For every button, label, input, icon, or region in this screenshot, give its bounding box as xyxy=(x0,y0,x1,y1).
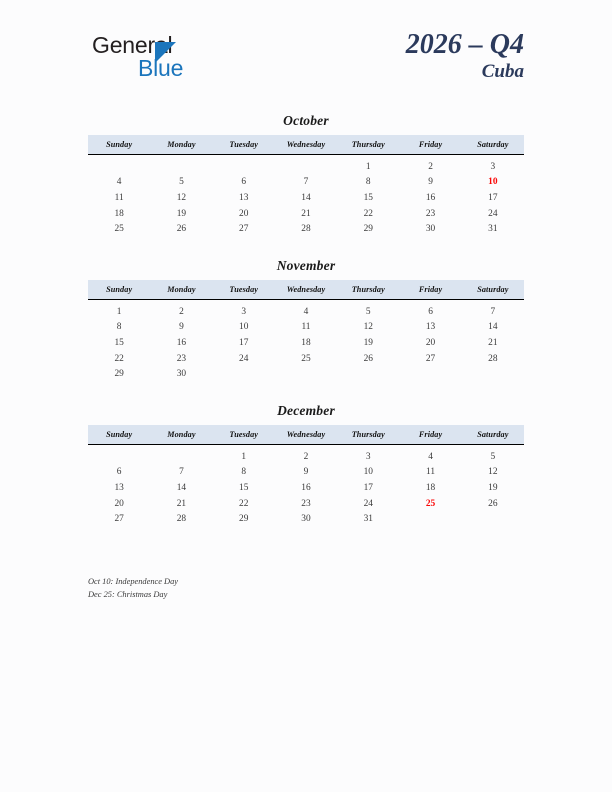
day-cell[interactable]: 2 xyxy=(303,451,309,462)
day-cell[interactable]: 31 xyxy=(488,224,498,235)
day-cell[interactable]: 2 xyxy=(179,306,184,317)
day-cell[interactable]: 22 xyxy=(239,498,249,509)
week-row xyxy=(88,496,524,512)
day-cell[interactable]: 11 xyxy=(426,467,436,478)
day-cell[interactable]: 28 xyxy=(301,224,311,235)
month-title: October xyxy=(283,113,329,128)
month-title: December xyxy=(277,402,335,418)
weekday-header-sunday: Sunday xyxy=(88,425,150,445)
day-cell[interactable]: 9 xyxy=(179,322,184,333)
day-cell[interactable]: 23 xyxy=(425,208,436,219)
weekday-header-monday: Monday xyxy=(150,135,212,155)
day-cell[interactable]: 5 xyxy=(490,451,496,462)
week-row xyxy=(88,465,524,481)
day-cell[interactable]: 3 xyxy=(365,451,371,462)
page-subtitle-country: Cuba xyxy=(481,61,524,83)
day-cell[interactable]: 13 xyxy=(114,482,124,493)
day-cell[interactable]: 30 xyxy=(425,224,436,235)
day-cell[interactable]: 18 xyxy=(301,337,311,348)
page-header xyxy=(88,30,524,96)
day-cell[interactable]: 20 xyxy=(114,498,124,509)
day-cell[interactable]: 26 xyxy=(363,353,373,364)
holiday-legend xyxy=(88,575,488,601)
day-cell[interactable]: 29 xyxy=(239,514,249,525)
day-cell[interactable]: 10 xyxy=(239,322,249,333)
calendar-months xyxy=(88,113,524,548)
brand-name-blue: Blue xyxy=(138,55,184,81)
day-cell[interactable]: 31 xyxy=(363,514,373,525)
day-cell[interactable]: 16 xyxy=(425,192,436,203)
day-cell-empty xyxy=(275,155,337,175)
day-cell[interactable]: 11 xyxy=(301,322,311,333)
month-grid xyxy=(88,425,524,527)
day-cell-empty xyxy=(399,366,461,382)
weekday-header-thursday: Thursday xyxy=(337,280,399,300)
week-row xyxy=(88,155,524,175)
week-row xyxy=(88,335,524,351)
day-cell[interactable]: 18 xyxy=(425,482,436,493)
day-cell[interactable]: 15 xyxy=(114,337,124,348)
day-cell[interactable]: 8 xyxy=(241,467,247,478)
day-cell[interactable]: 25 xyxy=(301,353,311,364)
title-block xyxy=(406,30,524,83)
day-cell[interactable]: 23 xyxy=(176,353,187,364)
day-cell[interactable]: 8 xyxy=(365,177,371,188)
day-cell[interactable]: 7 xyxy=(303,177,309,188)
weekday-header-monday: Monday xyxy=(150,280,212,300)
month-title: November xyxy=(276,257,336,273)
day-cell[interactable]: 22 xyxy=(114,353,124,364)
week-row xyxy=(88,444,524,464)
day-cell[interactable]: 19 xyxy=(176,208,187,219)
day-cell[interactable]: 16 xyxy=(301,482,311,493)
day-cell[interactable]: 3 xyxy=(490,161,496,172)
day-cell[interactable]: 1 xyxy=(116,306,122,317)
week-row xyxy=(88,480,524,496)
day-cell-empty xyxy=(399,511,461,527)
day-cell[interactable]: 24 xyxy=(239,353,249,364)
weekday-header-saturday: Saturday xyxy=(462,425,524,445)
weekday-header-sunday: Sunday xyxy=(88,280,150,300)
day-cell[interactable]: 28 xyxy=(488,353,498,364)
brand-name-general: General xyxy=(92,32,173,58)
day-cell-holiday[interactable]: 25 xyxy=(425,498,436,509)
week-row xyxy=(88,206,524,222)
day-cell[interactable]: 5 xyxy=(365,306,371,317)
weekday-header-friday: Friday xyxy=(399,425,461,445)
day-cell[interactable]: 26 xyxy=(176,224,187,235)
day-cell-empty xyxy=(337,366,399,382)
day-cell-empty xyxy=(88,444,150,464)
weekday-header-sunday: Sunday xyxy=(88,135,150,155)
day-cell[interactable]: 17 xyxy=(363,482,373,493)
day-cell[interactable]: 12 xyxy=(488,467,498,478)
day-cell[interactable]: 20 xyxy=(425,337,436,348)
day-cell[interactable]: 4 xyxy=(116,177,122,188)
day-cell[interactable]: 23 xyxy=(301,498,311,509)
month-grid xyxy=(88,280,524,382)
day-cell[interactable]: 28 xyxy=(176,514,187,525)
week-row xyxy=(88,221,524,237)
day-cell[interactable]: 30 xyxy=(301,514,311,525)
page-title: 2026 – Q4 xyxy=(405,29,524,60)
month-block xyxy=(88,258,524,382)
brand-logo[interactable] xyxy=(88,32,288,92)
day-cell[interactable]: 14 xyxy=(301,192,311,203)
day-cell[interactable]: 17 xyxy=(239,337,249,348)
day-cell[interactable]: 2 xyxy=(428,161,433,172)
day-cell[interactable]: 10 xyxy=(363,467,373,478)
weekday-header-wednesday: Wednesday xyxy=(275,280,337,300)
weekday-header-row xyxy=(88,135,524,155)
day-cell[interactable]: 1 xyxy=(365,161,371,172)
day-cell[interactable]: 6 xyxy=(241,177,247,188)
day-cell[interactable]: 6 xyxy=(116,467,122,478)
day-cell-empty xyxy=(462,366,524,382)
day-cell-empty xyxy=(275,366,337,382)
day-cell[interactable]: 7 xyxy=(179,467,184,478)
day-cell-empty xyxy=(150,444,212,464)
day-cell[interactable]: 27 xyxy=(239,224,249,235)
weekday-header-tuesday: Tuesday xyxy=(213,425,275,445)
day-cell-empty xyxy=(213,366,275,382)
day-cell[interactable]: 6 xyxy=(428,306,433,317)
day-cell[interactable]: 27 xyxy=(425,353,436,364)
day-cell[interactable]: 5 xyxy=(179,177,184,188)
week-row xyxy=(88,351,524,367)
day-cell[interactable]: 19 xyxy=(488,482,498,493)
day-cell[interactable]: 3 xyxy=(241,306,247,317)
month-block xyxy=(88,113,524,237)
holiday-legend-item: Oct 10: Independence Day xyxy=(88,577,178,586)
day-cell[interactable]: 17 xyxy=(488,192,498,203)
day-cell[interactable]: 12 xyxy=(176,192,187,203)
week-row xyxy=(88,320,524,336)
weekday-header-tuesday: Tuesday xyxy=(213,135,275,155)
day-cell[interactable]: 26 xyxy=(488,498,498,509)
day-cell-empty xyxy=(150,155,212,175)
day-cell[interactable]: 4 xyxy=(428,451,433,462)
week-row xyxy=(88,511,524,527)
weekday-header-friday: Friday xyxy=(399,135,461,155)
day-cell-holiday[interactable]: 10 xyxy=(488,177,498,188)
weekday-header-row xyxy=(88,280,524,300)
day-cell[interactable]: 24 xyxy=(363,498,373,509)
day-cell[interactable]: 27 xyxy=(114,514,124,525)
day-cell[interactable]: 1 xyxy=(241,451,247,462)
day-cell[interactable]: 29 xyxy=(363,224,373,235)
weekday-header-wednesday: Wednesday xyxy=(275,135,337,155)
weekday-header-wednesday: Wednesday xyxy=(275,425,337,445)
day-cell[interactable]: 4 xyxy=(303,306,309,317)
day-cell-empty xyxy=(462,511,524,527)
day-cell[interactable]: 9 xyxy=(303,467,309,478)
day-cell[interactable]: 30 xyxy=(176,369,187,380)
day-cell[interactable]: 21 xyxy=(176,498,187,509)
day-cell[interactable]: 15 xyxy=(239,482,249,493)
week-row xyxy=(88,299,524,319)
day-cell[interactable]: 13 xyxy=(425,322,436,333)
day-cell[interactable]: 12 xyxy=(363,322,373,333)
weekday-header-monday: Monday xyxy=(150,425,212,445)
day-cell[interactable]: 14 xyxy=(488,322,498,333)
day-cell[interactable]: 25 xyxy=(114,224,124,235)
weekday-header-friday: Friday xyxy=(399,280,461,300)
weekday-header-tuesday: Tuesday xyxy=(213,280,275,300)
day-cell[interactable]: 8 xyxy=(116,322,122,333)
day-cell-empty xyxy=(213,155,275,175)
day-cell-empty xyxy=(88,155,150,175)
week-row xyxy=(88,175,524,191)
day-cell[interactable]: 9 xyxy=(428,177,433,188)
day-cell[interactable]: 20 xyxy=(239,208,249,219)
day-cell[interactable]: 13 xyxy=(239,192,249,203)
day-cell[interactable]: 29 xyxy=(114,369,124,380)
day-cell[interactable]: 24 xyxy=(488,208,498,219)
day-cell[interactable]: 18 xyxy=(114,208,124,219)
weekday-header-thursday: Thursday xyxy=(337,425,399,445)
month-grid xyxy=(88,135,524,237)
week-row xyxy=(88,190,524,206)
day-cell[interactable]: 15 xyxy=(363,192,373,203)
weekday-header-saturday: Saturday xyxy=(462,135,524,155)
month-block xyxy=(88,403,524,527)
day-cell[interactable]: 7 xyxy=(490,306,496,317)
day-cell[interactable]: 21 xyxy=(488,337,498,348)
weekday-header-row xyxy=(88,425,524,445)
holiday-legend-item: Dec 25: Christmas Day xyxy=(88,590,168,599)
weekday-header-saturday: Saturday xyxy=(462,280,524,300)
day-cell[interactable]: 11 xyxy=(114,192,124,203)
day-cell[interactable]: 19 xyxy=(363,337,373,348)
day-cell[interactable]: 14 xyxy=(176,482,187,493)
weekday-header-thursday: Thursday xyxy=(337,135,399,155)
day-cell[interactable]: 21 xyxy=(301,208,311,219)
day-cell[interactable]: 22 xyxy=(363,208,373,219)
week-row xyxy=(88,366,524,382)
day-cell[interactable]: 16 xyxy=(176,337,187,348)
